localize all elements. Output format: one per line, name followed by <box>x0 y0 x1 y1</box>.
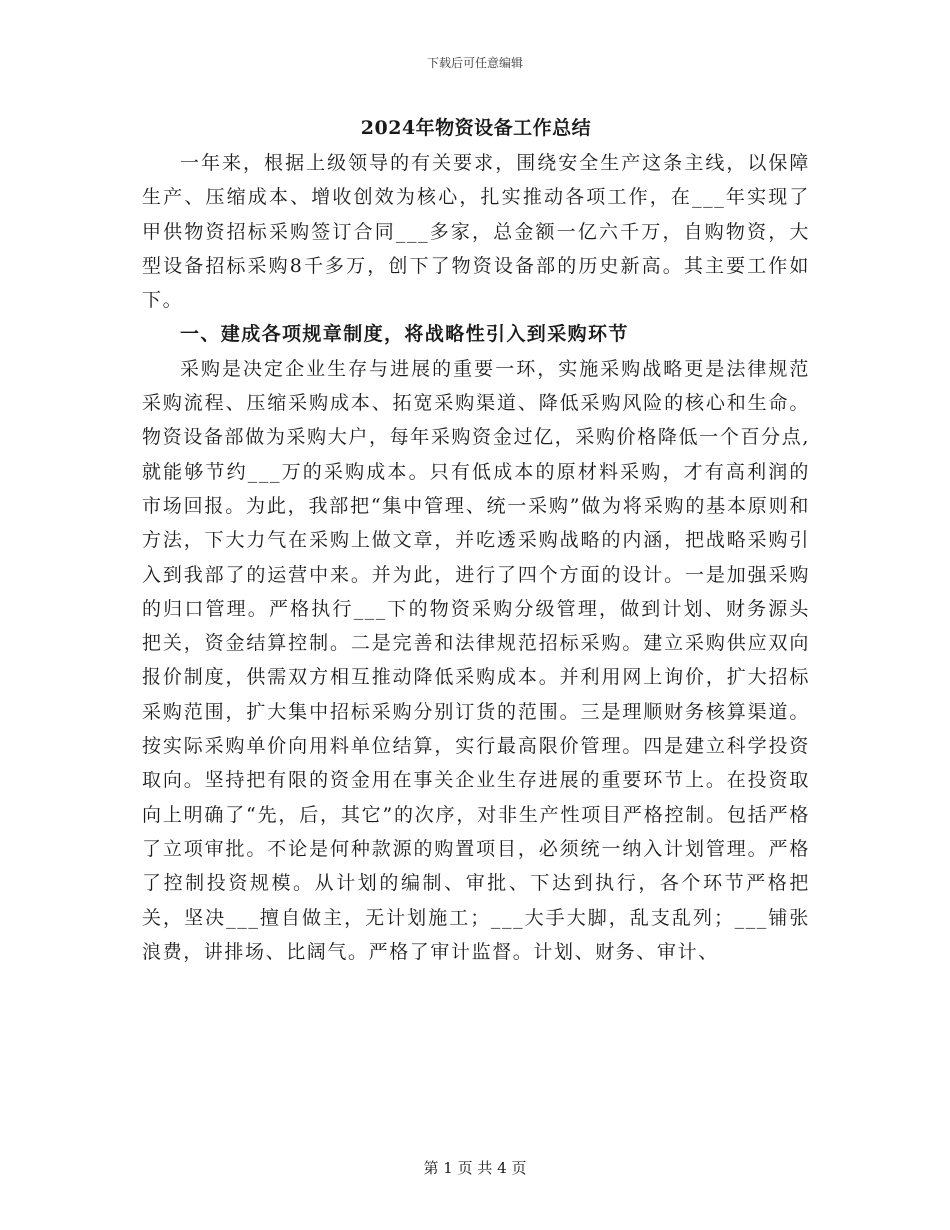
page-number-footer: 第 1 页 共 4 页 <box>423 1159 527 1177</box>
page-header-note: 下载后可任意编辑 <box>426 56 523 70</box>
document-title: 2024年物资设备工作总结 <box>360 117 592 139</box>
intro-paragraph: 一年来，根据上级领导的有关要求，围绕安全生产这条主线，以保障生产、压缩成本、增收创效为核心，扎实推动各项工作，在___年实现了甲供物资招标采购签订合同___多家，总金额一亿六千万，自购物资，大型设备招标采购8千多万，创下了物资设备部的历史新高。其主要工作如下。 <box>142 152 810 312</box>
section-1-paragraph: 采购是决定企业生存与进展的重要一环，实施采购战略更是法律规范采购流程、压缩采购成本、拓宽采购渠道、降低采购风险的核心和生命。物资设备部做为采购大户，每年采购资金过亿，采购价格降低一个百分点,就能够节约___万的采购成本。只有低成本的原材料采购，才有高利润的市场回报。为此，我部把“集中管理、统一采购”做为将采购的基本原则和方法，下大力气在采购上做文章，并吃透采购战略的内涵，把战略采购引入到我部了的运营中来。并为此，进行了四个方面的设计。一是加强采购的归口管理。严格执行___下的物资采购分级管理，做到计划、财务源头把关，资金结算控制。二是完善和法律规范招标采购。建立采购供应双向报价制度，供需双方相互推动降低采购成本。并利用网上询价，扩大招标采购范围，扩大集中招标采购分别订货的范围。三是理顺财务核算渠道。按实际采购单价向用料单位结算，实行最高限价管理。四是建立科学投资取向。坚持把有限的资金用在事关企业生存进展的重要环节上。在投资取向上明确了“先，后，其它”的次序，对非生产性项目严格控制。包括严格了立项审批。不论是何种款源的购置项目，必须统一纳入计划管理。严格了控制投资规模。从计划的编制、审批、下达到执行，各个环节严格把关，坚决___擅自做主，无计划施工；___大手大脚，乱支乱列；___铺张浪费，讲排场、比阔气。严格了审计监督。计划、财务、审计、 <box>142 357 810 963</box>
section-heading-1: 一、建成各项规章制度，将战略性引入到采购环节 <box>180 323 629 346</box>
document-body <box>142 113 810 969</box>
